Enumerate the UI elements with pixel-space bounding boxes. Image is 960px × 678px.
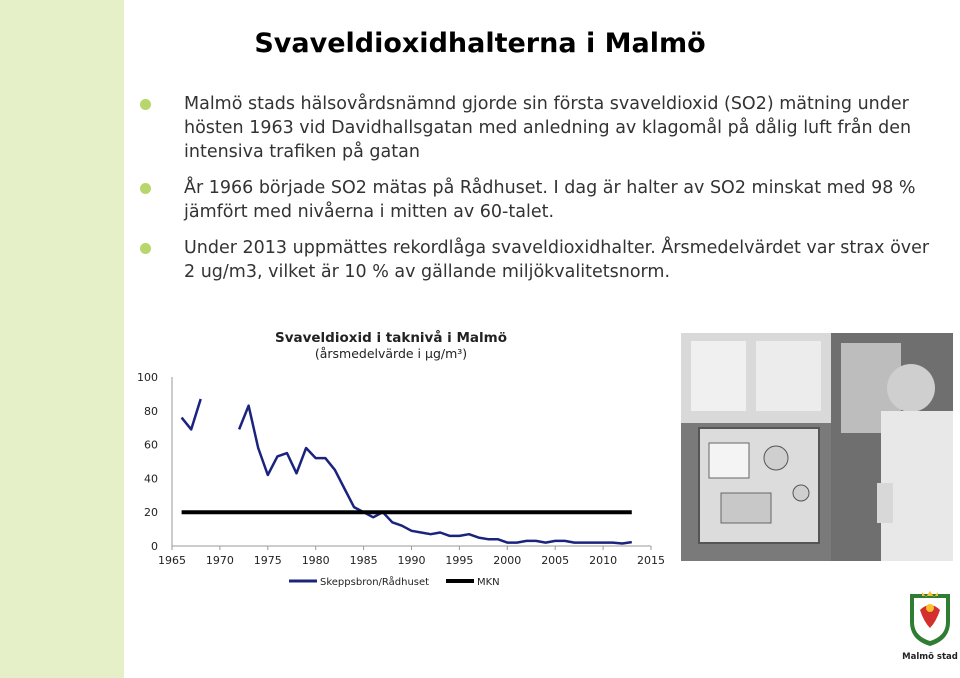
bullet-text: Under 2013 uppmättes rekordlåga svaveldioxidhalter. Årsmedelvärdet var strax över 2 ug/m3, vilket är 10 % av gällande miljökvalitetsnorm. xyxy=(184,238,930,282)
bullet-item xyxy=(140,236,945,284)
x-tick-label: 1990 xyxy=(397,554,426,567)
x-tick-label: 2005 xyxy=(541,554,570,567)
bullet-item xyxy=(140,92,945,164)
side-accent-band xyxy=(0,0,124,678)
y-tick-label: 0 xyxy=(151,540,158,553)
bullet-text: Malmö stads hälsovårdsnämnd gjorde sin första svaveldioxid (SO2) mätning under hösten 1963 vid Davidhallsgatan med anledning av klagomål på dålig luft från den intensiva trafiken på gatan xyxy=(184,94,912,162)
y-tick-label: 20 xyxy=(144,506,158,520)
lab-photo xyxy=(681,333,953,561)
y-tick-label: 100 xyxy=(137,371,158,384)
chart-subtitle: (årsmedelvärde i µg/m³) xyxy=(314,346,468,361)
bullet-item xyxy=(140,176,945,224)
x-tick-label: 1995 xyxy=(445,554,474,567)
x-tick-label: 1985 xyxy=(349,554,378,567)
x-tick-label: 2010 xyxy=(589,554,618,567)
bullet-dot-icon xyxy=(140,243,151,254)
malmo-coat-of-arms-icon xyxy=(902,588,958,648)
x-tick-label: 1980 xyxy=(301,554,330,567)
legend-label: Skeppsbron/Rådhuset xyxy=(320,577,430,588)
x-tick-label: 1975 xyxy=(253,554,282,567)
legend-label: MKN xyxy=(477,577,500,588)
bullet-dot-icon xyxy=(140,183,151,194)
logo-label: Malmö stad xyxy=(902,652,958,662)
bullet-text: År 1966 började SO2 mätas på Rådhuset. I dag är halter av SO2 minskat med 98 % jämfört med nivåerna i mitten av 60-talet. xyxy=(184,178,916,222)
y-tick-label: 60 xyxy=(144,438,158,452)
slide-title: Svaveldioxidhalterna i Malmö xyxy=(254,28,706,59)
so2-line-chart xyxy=(134,320,674,605)
series-line-0 xyxy=(182,399,201,429)
bullet-dot-icon xyxy=(140,99,151,110)
x-tick-label: 2015 xyxy=(637,554,665,567)
malmo-stad-logo xyxy=(902,588,958,662)
x-tick-label: 1965 xyxy=(158,554,186,567)
chart-title: Svaveldioxid i taknivå i Malmö xyxy=(274,330,508,346)
x-tick-label: 2000 xyxy=(493,554,522,567)
y-tick-label: 40 xyxy=(144,472,158,486)
series-line-0 xyxy=(239,406,632,544)
y-tick-label: 80 xyxy=(144,404,158,418)
bullet-list xyxy=(140,92,945,296)
x-tick-label: 1970 xyxy=(205,554,234,567)
